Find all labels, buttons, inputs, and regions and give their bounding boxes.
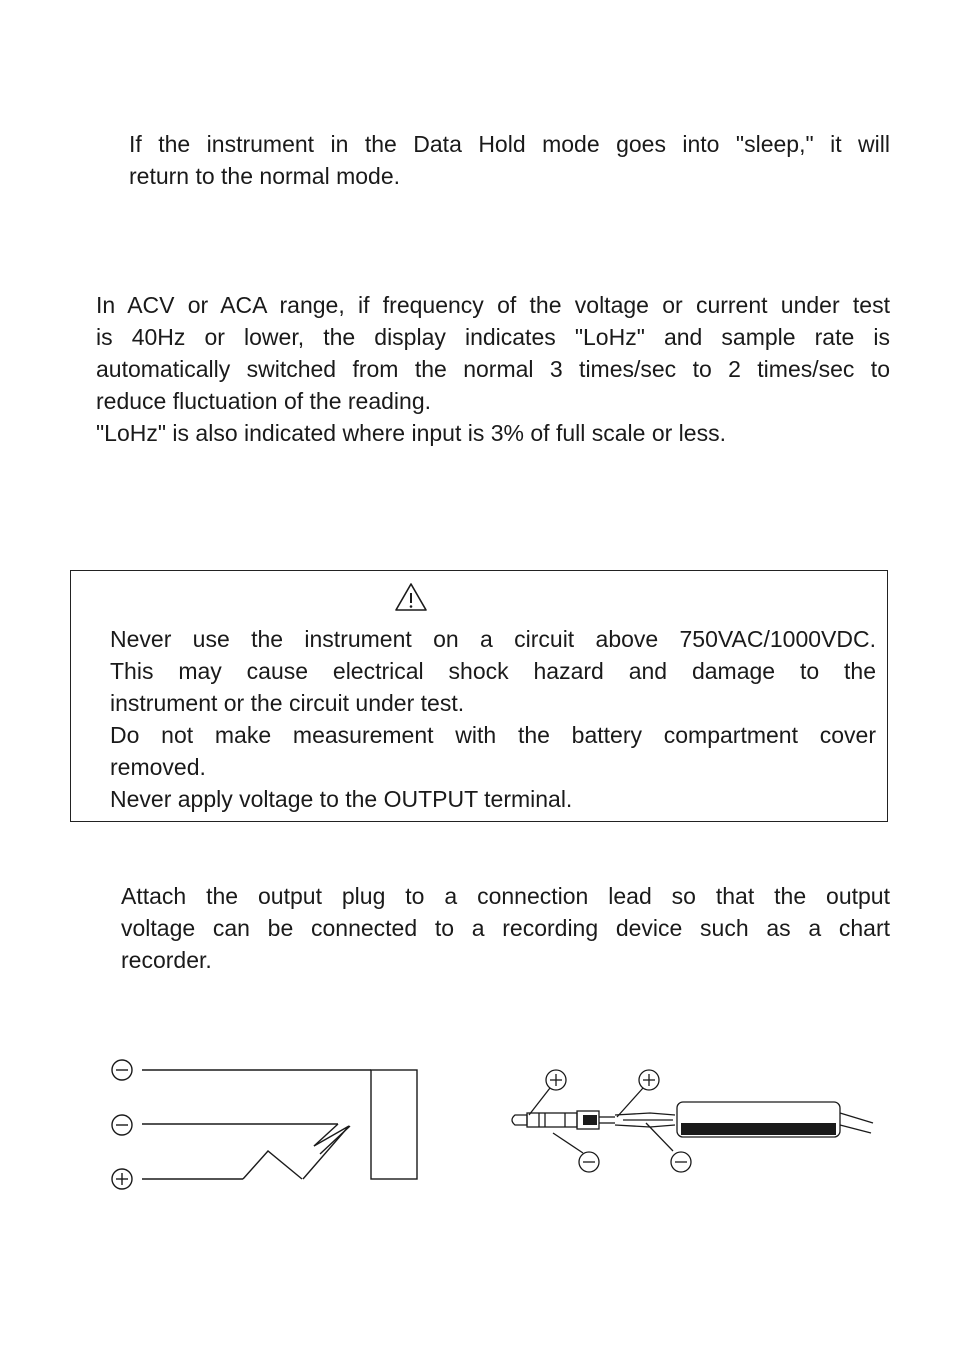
text-line: Never apply voltage to the OUTPUT terminal. (110, 786, 573, 812)
text-line: recorder. (121, 947, 212, 973)
text-line: return to the normal mode. (129, 163, 401, 189)
text-line: is 40Hz or lower, the display indicates "LoHz" and sample rate is (96, 324, 890, 350)
output-terminal-diagram (100, 1050, 430, 1200)
sleep-note (129, 128, 890, 192)
text-line: If the instrument in the Data Hold mode goes into "sleep," it will (129, 131, 890, 157)
text-line: Do not make measurement with the battery compartment cover (110, 722, 876, 748)
text-line: This may cause electrical shock hazard and damage to the (110, 658, 876, 684)
text-line: voltage can be connected to a recording device such as a chart (121, 915, 890, 941)
text-line: "LoHz" is also indicated where input is 3% of full scale or less. (96, 420, 726, 446)
text-line: In ACV or ACA range, if frequency of the voltage or current under test (96, 292, 890, 318)
text-line: automatically switched from the normal 3 times/sec to 2 times/sec to (96, 356, 890, 382)
text-line: instrument or the circuit under test. (110, 690, 465, 716)
text-line: removed. (110, 754, 206, 780)
text-line: Never use the instrument on a circuit above 750VAC/1000VDC. (110, 626, 876, 652)
output-plug-diagram (505, 1063, 880, 1178)
warning-text (110, 623, 876, 815)
warning-triangle-icon (394, 582, 428, 612)
text-line: Attach the output plug to a connection lead so that the output (121, 883, 890, 909)
terminal-symbol: − (100, 1050, 101, 1051)
output-section (121, 880, 890, 976)
text-line: reduce fluctuation of the reading. (96, 388, 432, 414)
lohz-section (96, 289, 890, 449)
